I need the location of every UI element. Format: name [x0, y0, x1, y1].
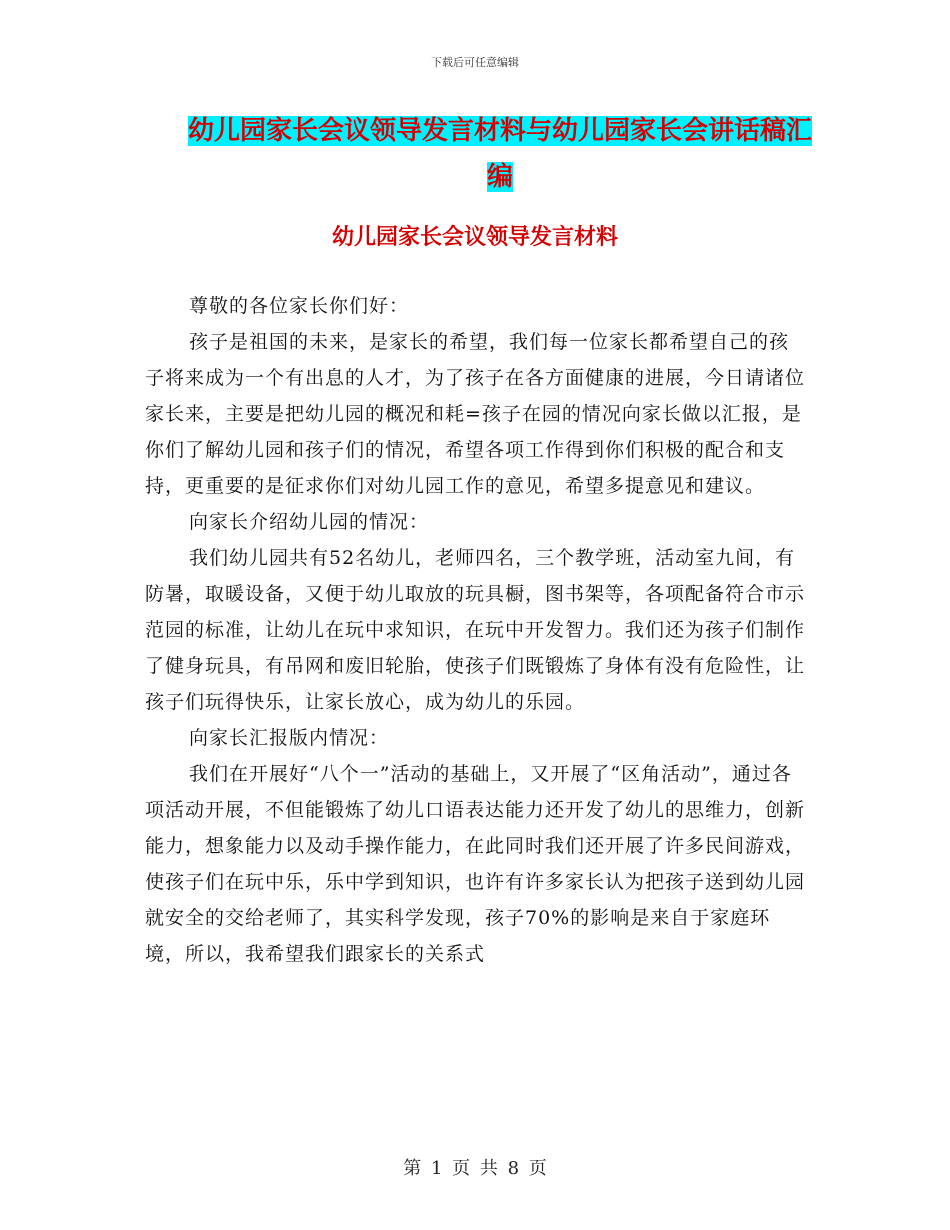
paragraph-activities: 我们在开展好“八个一”活动的基础上，又开展了“区角活动”，通过各项活动开展，不但能锻炼了幼儿口语表达能力还开发了幼儿的思维力，创新能力，想象能力以及动手操作能力，在此同时我们还开展了许多民间游戏，使孩子们在玩中乐，乐中学到知识，也许有许多家长认为把孩子送到幼儿园就安全的交给老师了，其实科学发现，孩子70%的影响是来自于家庭环境，所以，我希望我们跟家长的关系式 [145, 763, 806, 965]
body-text [145, 288, 805, 972]
paragraph-greeting: 尊敬的各位家长你们好： [189, 295, 410, 317]
header-note: 下载后可任意编辑 [431, 56, 519, 69]
document-title-text: 幼儿园家长会议领导发言材料与幼儿园家长会讲话稿汇编 [187, 116, 812, 192]
document-title [185, 108, 815, 200]
paragraph-kindergarten-heading: 向家长介绍幼儿园的情况： [189, 511, 430, 533]
paragraph-intro: 孩子是祖国的未来，是家长的希望，我们每一位家长都希望自己的孩子将来成为一个有出息的人才，为了孩子在各方面健康的进展，今日请诸位家长来，主要是把幼儿园的概况和耗=孩子在园的情况向家长做以汇报，是你们了解幼儿园和孩子们的情况，希望各项工作得到你们积极的配合和支持，更重要的是征求你们对幼儿园工作的意见，希望多提意见和建议。 [145, 331, 806, 497]
paragraph-kindergarten-details: 我们幼儿园共有52名幼儿，老师四名，三个教学班，活动室九间，有防暑，取暖设备，又便于幼儿取放的玩具橱，图书架等，各项配备符合市示范园的标准，让幼儿在玩中求知识，在玩中开发智力。我们还为孩子们制作了健身玩具，有吊网和废旧轮胎，使孩子们既锻炼了身体有没有危险性，让孩子们玩得快乐，让家长放心，成为幼儿的乐园。 [145, 547, 806, 713]
paragraph-report-heading: 向家长汇报版内情况： [189, 727, 390, 749]
section-title: 幼儿园家长会议领导发言材料 [331, 224, 618, 250]
page-footer: 第 1 页 共 8 页 [403, 1158, 547, 1179]
